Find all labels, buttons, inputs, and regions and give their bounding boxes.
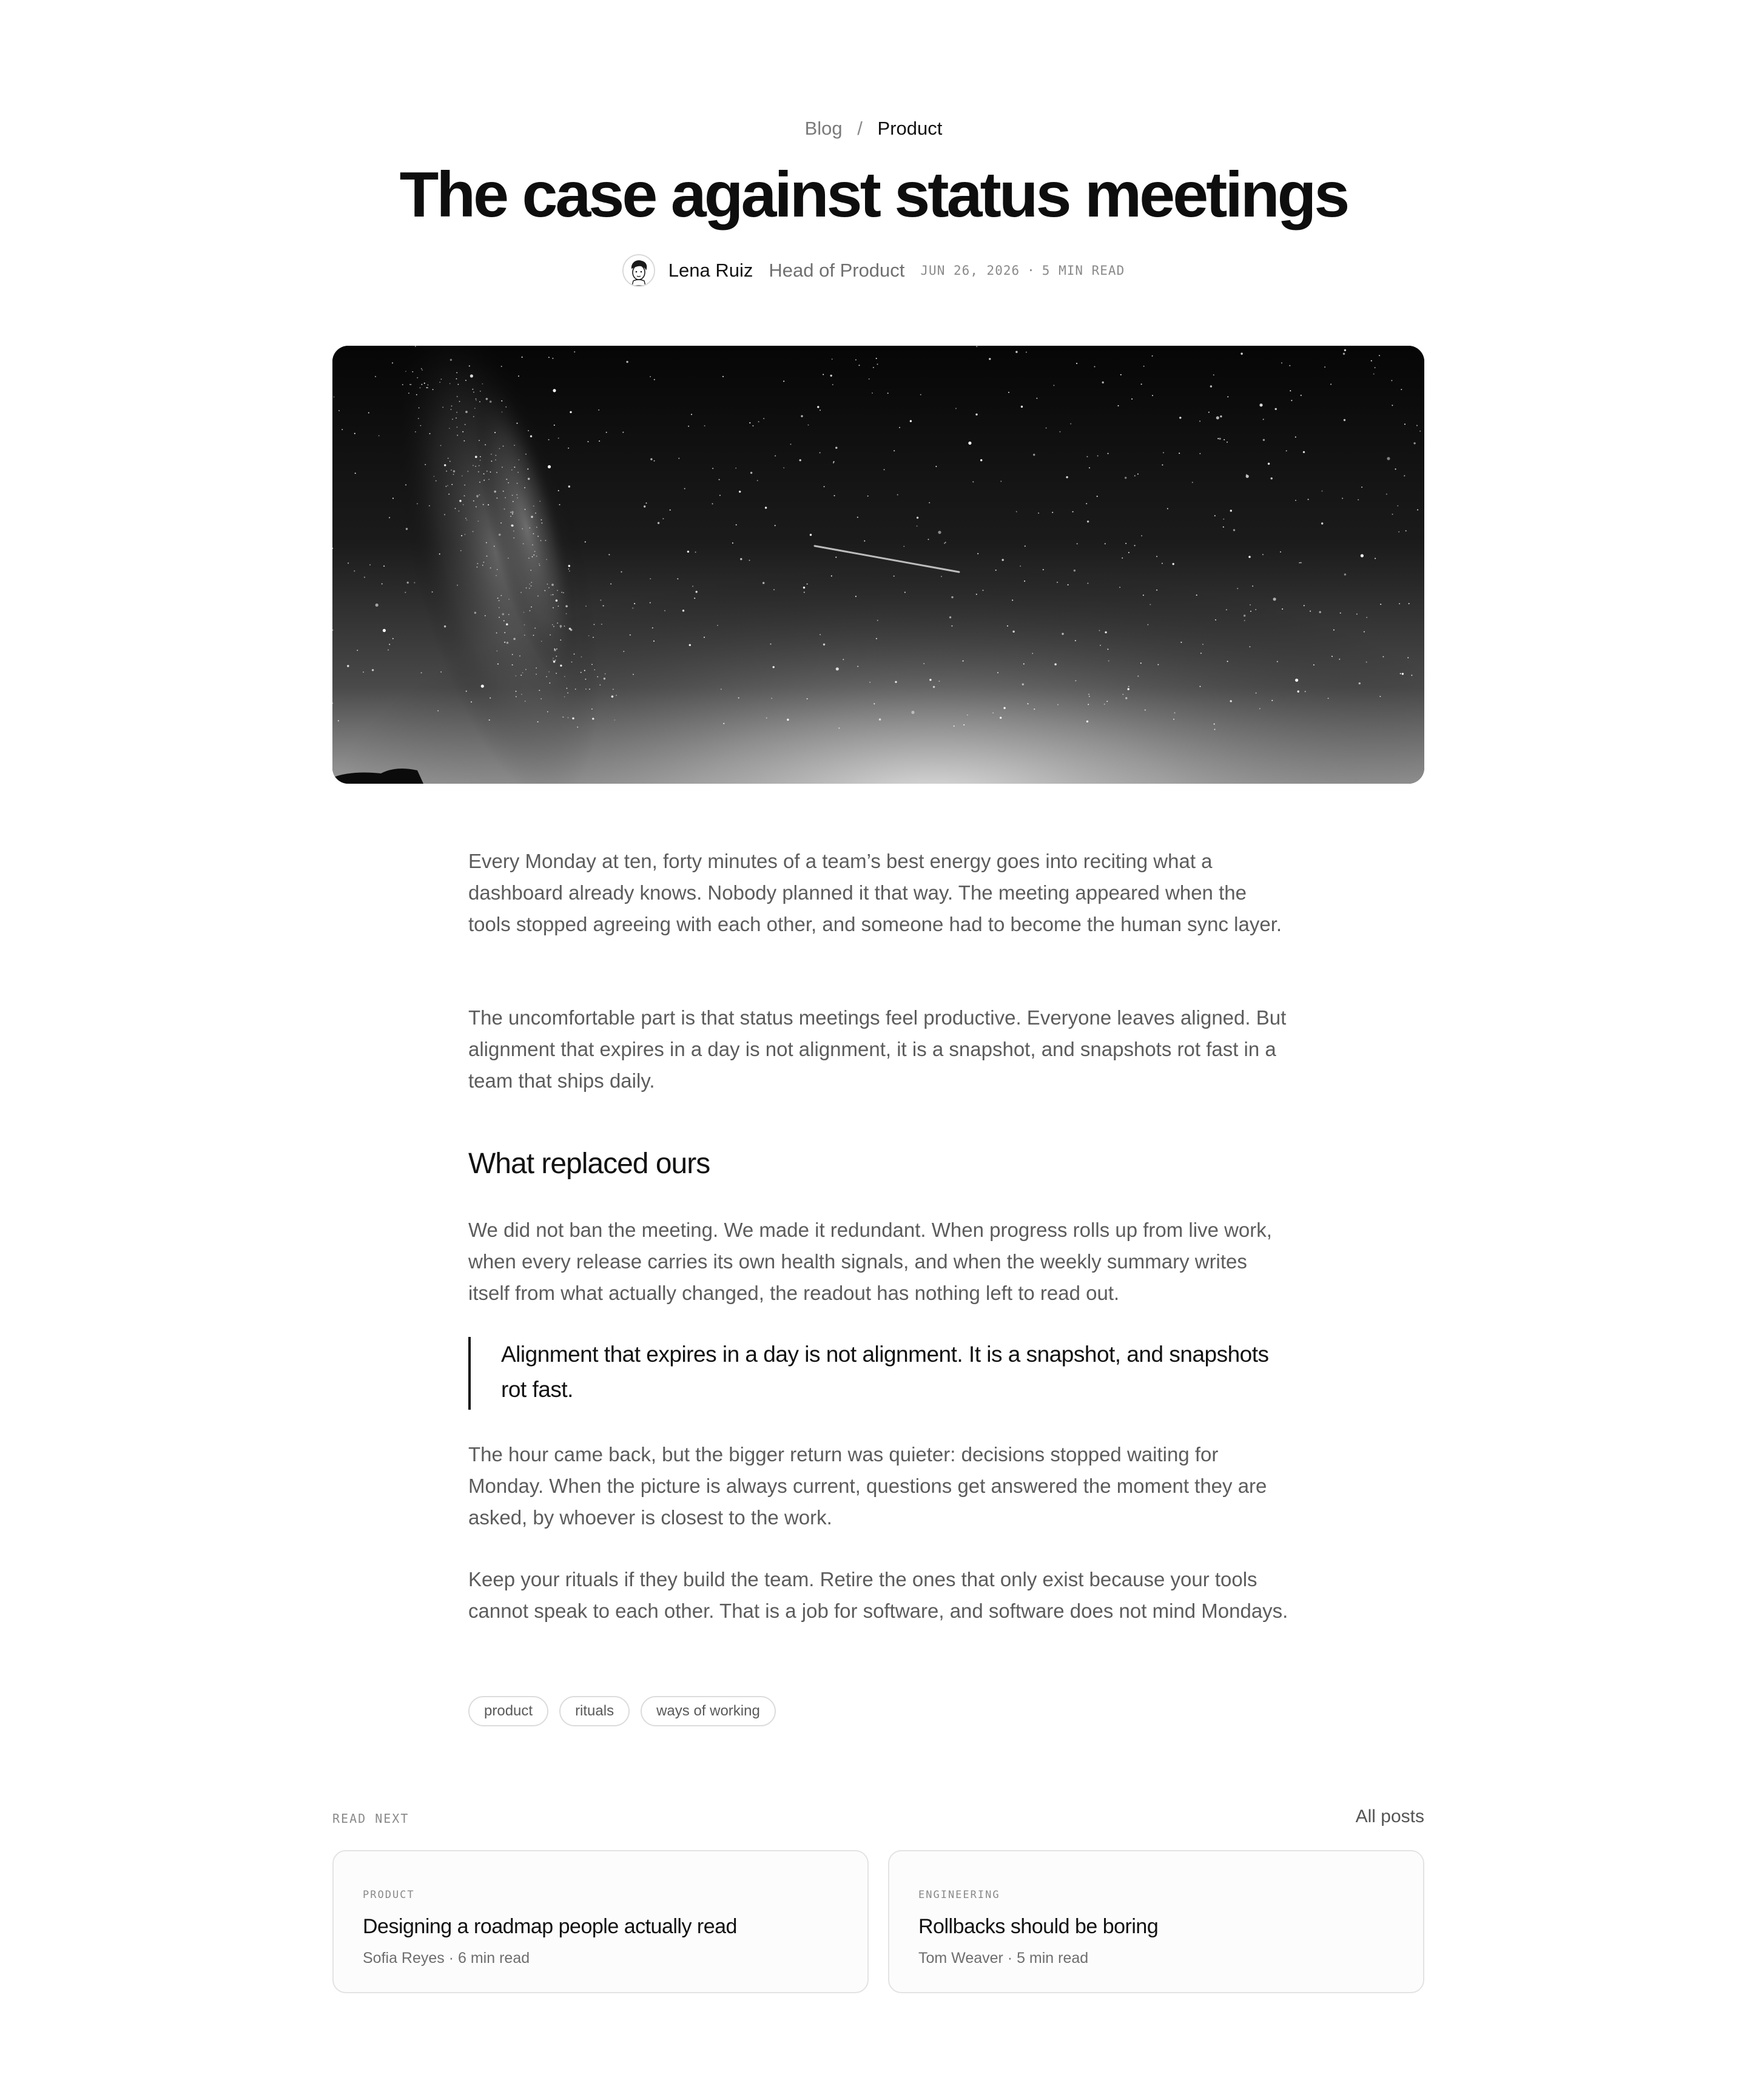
tag-ways-of-working[interactable]: ways of working xyxy=(641,1696,776,1726)
night-sky-photo xyxy=(332,346,1424,784)
article-paragraph-4: The hour came back, but the bigger return was quieter: decisions stopped waiting for Monday. When the picture is always current, questions get answered the moment they are asked, by whoever is closest to the work. xyxy=(468,1443,1267,1529)
tag-product[interactable]: product xyxy=(468,1696,548,1726)
card-meta: Tom Weaver · 5 min read xyxy=(918,1950,1089,1967)
avatar[interactable] xyxy=(622,254,655,287)
article-paragraph-2: The uncomfortable part is that status meetings feel productive. Everyone leaves aligned. But alignment that expires in a day is not alignment, it is a snapshot, and snapshots rot fast in a team that ships daily. xyxy=(468,1006,1287,1092)
section-heading: What replaced ours xyxy=(468,1148,710,1180)
person-sketch-icon xyxy=(624,255,654,286)
card-meta: Sofia Reyes · 6 min read xyxy=(363,1950,530,1967)
breadcrumb xyxy=(0,115,1747,142)
hero-image xyxy=(332,346,1424,784)
read-next-label: READ NEXT xyxy=(332,1811,409,1826)
read-time: 5 MIN READ xyxy=(1042,263,1125,278)
breadcrumb-separator: / xyxy=(857,118,863,139)
article-paragraph-1: Every Monday at ten, forty minutes of a team’s best energy goes into reciting what a dashboard already knows. Nobody planned it that way. The meeting appeared when the tools stopped agreeing with each other, and someone had to become the human sync layer. xyxy=(468,850,1282,935)
all-posts-link[interactable]: All posts xyxy=(1355,1806,1424,1826)
card-title: Rollbacks should be boring xyxy=(918,1915,1159,1938)
tag-rituals[interactable]: rituals xyxy=(559,1696,630,1726)
read-next-card[interactable] xyxy=(888,1850,1424,1993)
read-next-card[interactable] xyxy=(332,1850,869,1993)
byline xyxy=(0,250,1747,291)
breadcrumb-blog-link[interactable]: Blog xyxy=(804,118,843,139)
pull-quote: Alignment that expires in a day is not alignment. It is a snapshot, and snapshots rot fast. xyxy=(468,1337,1293,1410)
meta-separator: · xyxy=(1027,263,1035,278)
page-title: The case against status meetings xyxy=(399,159,1348,231)
author-role: Head of Product xyxy=(769,260,905,281)
card-category: ENGINEERING xyxy=(918,1889,1000,1901)
tag-list xyxy=(468,1696,776,1726)
card-category: PRODUCT xyxy=(363,1889,415,1901)
article-paragraph-5: Keep your rituals if they build the team. Retire the ones that only exist because your tools cannot speak to each other. That is a job for software, and software does not mind Mondays. xyxy=(468,1568,1288,1622)
card-title: Designing a roadmap people actually read xyxy=(363,1915,737,1938)
article-paragraph-3: We did not ban the meeting. We made it redundant. When progress rolls up from live work, when every release carries its own health signals, and when the weekly summary writes itself from what actually changed, the readout has nothing left to read out. xyxy=(468,1219,1272,1304)
author-name[interactable]: Lena Ruiz xyxy=(668,260,753,281)
breadcrumb-current-link[interactable]: Product xyxy=(877,118,943,139)
publish-date: JUN 26, 2026 xyxy=(920,263,1020,278)
